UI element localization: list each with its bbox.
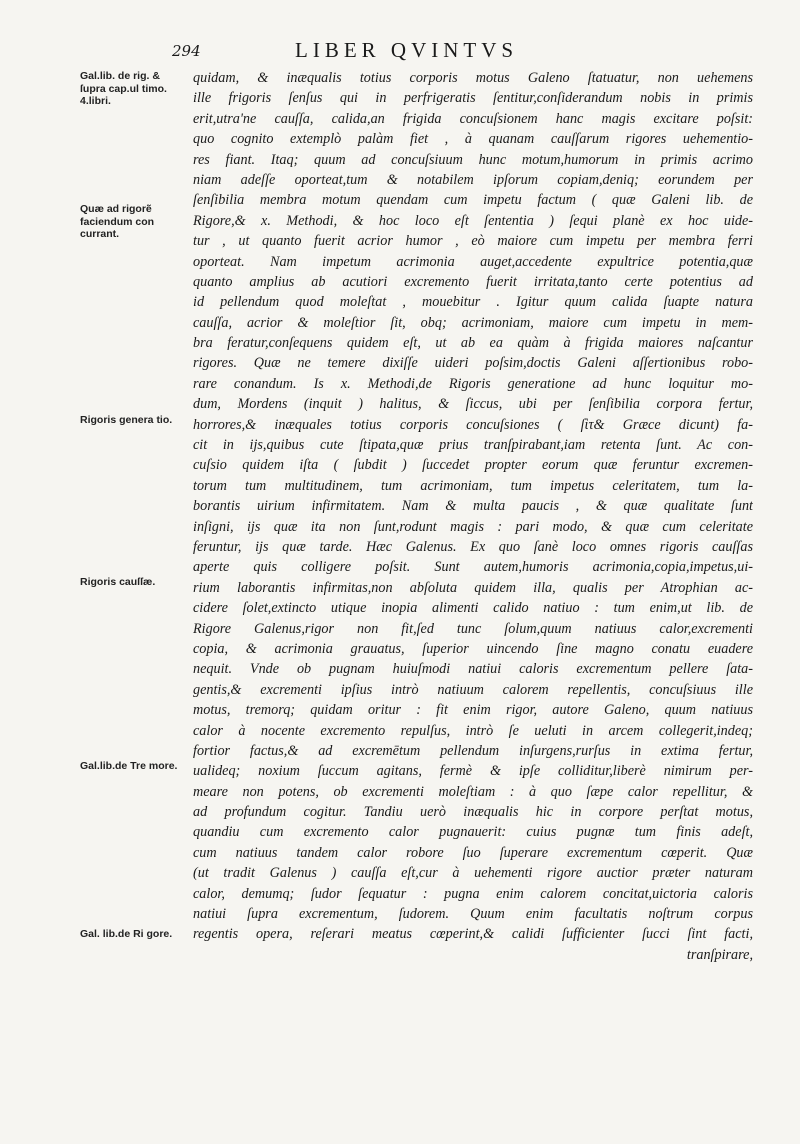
text-line: tranſpirare,: [686, 946, 753, 963]
text-line: ad profundum cogitur. Tandiu uerò inæqualis hic in corpore perſtat motus,: [193, 804, 753, 821]
text-line: quo cognito extemplò palàm fiet , à quanam cauſſarum rigores uehementio-: [193, 131, 753, 148]
page-header: [0, 38, 800, 66]
running-head: LIBER QVINTVS: [295, 38, 519, 62]
text-line: dum, Mordens (inquit ) halitus, & ſiccus, ubi per ſenſibilia corpora fertur,: [193, 396, 753, 413]
text-line: fortior factus,& ad excremētum pellendum inſurgens,rurſus in extima fertur,: [193, 742, 753, 759]
text-line: (ut tradit Galenus ) cauſſa eſt,cur à uehementi rigore auctior præter naturam: [193, 865, 753, 882]
text-line: cidere ſolet,extincto utique inopia alimenti calido natiuo : tum enim,ut lib. de: [193, 600, 753, 617]
text-line: niam adeſſe oporteat,tum & notabilem ipſorum copiam,deniq; eorundem per: [193, 171, 753, 188]
text-line: cuſsio quidem iſta ( ſubdit ) ſuccedet propter eorum quæ feruntur excremen-: [193, 457, 753, 474]
text-line: quidam, & inæqualis totius corporis motus Galeno ſtatuatur, non uehemens: [193, 70, 753, 86]
text-line: rigores. Quæ ne temere dixiſſe uideri poſsim,doctis Galeni aſſertionibus robo-: [193, 355, 753, 372]
margin-note: Quæ ad rigorẽ faciendum con currant.: [80, 203, 155, 240]
text-line: res fiant. Itaq; quum ad concuſsiuum hunc motum,humorum in primis acrimo: [193, 151, 753, 168]
text-line: id pellendum quod moleſtat , mouebitur . Igitur quum calida ſuapte natura: [193, 294, 753, 311]
text-line: cum natiuus tandem calor robore ſuo ſuperare excrementum cœperit. Quæ: [193, 844, 753, 861]
text-line: ualideq; noxium ſuccum agitans, fermè & ipſe colliditur,liberè nimirum per-: [193, 763, 753, 780]
text-line: motus, tremorq; quidam oritur : fit enim rigor, autore Galeno, quum natiuus: [193, 702, 753, 719]
text-line: rium laborantis infirmitas,non abſoluta quidem illa, qualis per Atrophian ac-: [193, 579, 753, 596]
text-line: Rigore,& x. Methodi, & hoc loco eſt ſententia ) ſequi planè ex hoc uide-: [193, 212, 753, 229]
text-line: ſenſibilia membra motum quendam cum impetu factum ( quæ Galeni lib. de: [193, 192, 753, 209]
text-line: torum tum multitudinem, tum acrimoniam, tum impetus celeritatem, tum la-: [193, 477, 753, 494]
text-line: natiui ſupra excrementum, ſudorem. Quum enim facultatis noſtrum corpus: [193, 906, 753, 923]
text-line: oporteat. Nam impetum acrimonia auget,accedente expultrice potentia,quæ: [193, 253, 753, 270]
text-line: cauſſa, acrior & moleſtior ſit, obq; acrimoniam, maiore cum impetu in mem-: [193, 314, 753, 331]
text-line: quandiu cum excremento calor pugnauerit: cuius pugnæ tum finis adeſt,: [193, 824, 753, 841]
text-line: feruntur, ijs quæ tarde. Hæc Galenus. Ex quo ſanè loco omnes rigoris cauſſas: [193, 538, 753, 555]
text-line: erit,utra'ne cauſſa, calida,an frigida concuſsionem hanc magis excitare poſsit:: [193, 110, 753, 127]
text-line: horrores,& inæquales totius corporis concuſsiones ( ſὶτ& Græce dicunt) fa-: [193, 416, 753, 433]
text-line: copia, & acrimonia grauatus, ſuperior uincendo ſine magno conatu euadere: [193, 640, 753, 657]
text-line: nequit. Vnde ob pugnam huiuſmodi natiui caloris excrementum pellere ſata-: [193, 661, 753, 678]
text-line: aperte quis colligere poſsit. Sunt autem,humoris acrimonia,copia,impetus,ui-: [193, 559, 753, 576]
text-line: inſigni, ijs quæ ita non ſunt,rodunt magis : pari modo, & quæ cum celeritate: [193, 518, 753, 535]
text-line: Rigore Galenus,rigor non fit,ſed tunc ſolum,quum natiuus calor,excrementi: [193, 620, 753, 637]
text-line: rare conandum. Is x. Methodi,de Rigoris generatione ad hunc loquitur mo-: [193, 375, 753, 392]
margin-note: Gal.lib.de Tre more.: [80, 760, 178, 772]
text-line: cit in ijs,quibus cute ſtipata,quæ prius tranſpirabant,iam retenta ſunt. Ac con-: [193, 437, 753, 454]
text-line: borantis uirium infirmitatem. Nam & multa paucis , & quæ qualitate ſunt: [193, 498, 753, 515]
text-line: quanto amplius ab acutiori excremento fuerit irritata,tanto certe potentius ad: [193, 273, 753, 290]
body-text: [193, 68, 753, 965]
margin-note: Rigoris cauſſæ.: [80, 576, 156, 588]
text-line: regentis opera, reſerari meatus cœperint,& calidi ſufficienter ſucci ſint facti,: [193, 926, 753, 943]
text-line: calor, demumq; ſudor ſequatur : pugna enim calorem concitat,uictoria caloris: [193, 885, 753, 902]
margin-note: Gal. lib.de Ri gore.: [80, 928, 173, 940]
text-line: calor à nocente excremento repulſus, intrò ſe ueluti in arcem collegerit,indeq;: [193, 722, 753, 739]
margin-note: Gal.lib. de rig. & ſupra cap.ul timo. 4.libri.: [80, 70, 167, 107]
text-line: ille frigoris ſenſus qui in perfrigeratis ſentitur,conſiderandum nobis in primis: [193, 90, 753, 107]
text-line: meare non potens, ob excrementi moleſtiam : à quo ſæpe calor repellitur, &: [193, 783, 753, 800]
margin-note: Rigoris genera tio.: [80, 414, 173, 426]
text-line: tur , ut quanto fuerit acrior humor , eò maiore cum impetu per membra ferri: [193, 233, 753, 250]
text-line: bra feratur,conſequens quidem eſt, ut ab ea quàm à frigida maiores naſcantur: [193, 335, 753, 352]
page-number: 294: [172, 42, 201, 60]
text-line: gentis,& excrementi ipſius intrò natiuum calorem repellentis, concuſsiuus ille: [193, 681, 753, 698]
